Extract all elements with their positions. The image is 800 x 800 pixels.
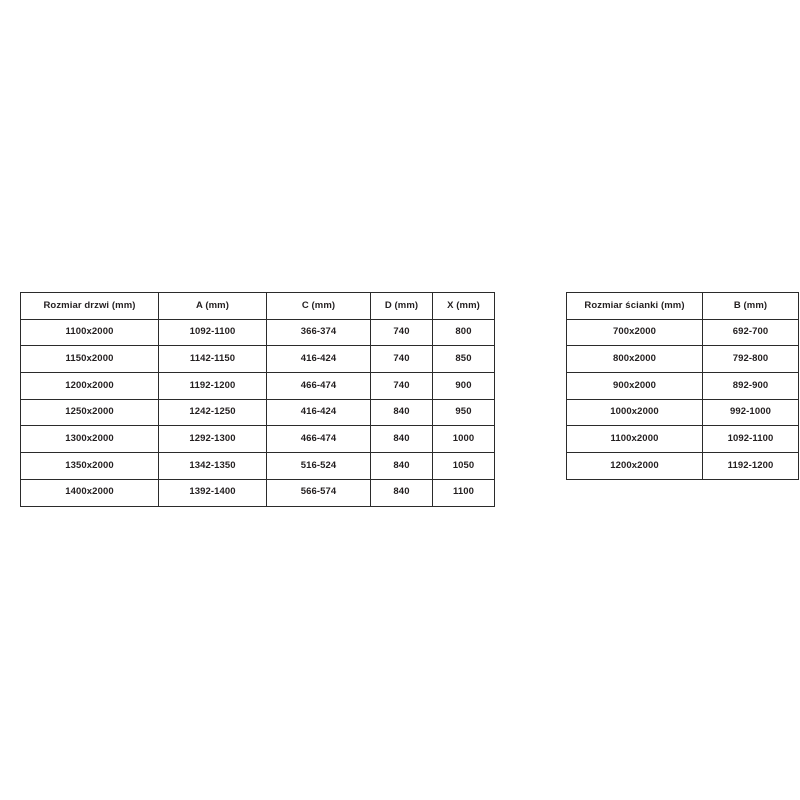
cell-a: 1342-1350 xyxy=(159,453,267,480)
cell-door-size: 1300x2000 xyxy=(21,426,159,453)
cell-wall-size: 900x2000 xyxy=(567,373,703,400)
cell-b: 1192-1200 xyxy=(703,453,799,480)
table-row xyxy=(21,373,495,400)
column-header-c: C (mm) xyxy=(267,293,371,320)
cell-wall-size: 800x2000 xyxy=(567,346,703,373)
table-row xyxy=(567,373,799,400)
cell-c: 416-424 xyxy=(267,346,371,373)
table-row xyxy=(21,453,495,480)
cell-c: 416-424 xyxy=(267,399,371,426)
table-row xyxy=(567,319,799,346)
column-header-door-size: Rozmiar drzwi (mm) xyxy=(21,293,159,320)
walls-dimensions-table xyxy=(566,292,799,480)
cell-x: 850 xyxy=(433,346,495,373)
cell-d: 740 xyxy=(371,373,433,400)
cell-b: 992-1000 xyxy=(703,399,799,426)
cell-x: 950 xyxy=(433,399,495,426)
cell-d: 840 xyxy=(371,453,433,480)
cell-d: 840 xyxy=(371,399,433,426)
table-row xyxy=(567,346,799,373)
cell-wall-size: 1000x2000 xyxy=(567,399,703,426)
cell-door-size: 1200x2000 xyxy=(21,373,159,400)
cell-a: 1092-1100 xyxy=(159,319,267,346)
cell-x: 900 xyxy=(433,373,495,400)
table-row xyxy=(567,426,799,453)
table-header-row xyxy=(21,293,495,320)
cell-a: 1292-1300 xyxy=(159,426,267,453)
cell-a: 1192-1200 xyxy=(159,373,267,400)
doors-dimensions-table-container xyxy=(20,292,495,507)
column-header-wall-size: Rozmiar ścianki (mm) xyxy=(567,293,703,320)
table-row xyxy=(567,453,799,480)
doors-dimensions-table xyxy=(20,292,495,507)
column-header-x: X (mm) xyxy=(433,293,495,320)
cell-wall-size: 1100x2000 xyxy=(567,426,703,453)
cell-d: 740 xyxy=(371,319,433,346)
cell-door-size: 1250x2000 xyxy=(21,399,159,426)
cell-c: 466-474 xyxy=(267,426,371,453)
cell-door-size: 1100x2000 xyxy=(21,319,159,346)
cell-c: 366-374 xyxy=(267,319,371,346)
cell-b: 892-900 xyxy=(703,373,799,400)
walls-dimensions-table-container xyxy=(566,292,799,480)
cell-door-size: 1350x2000 xyxy=(21,453,159,480)
cell-x: 1100 xyxy=(433,479,495,506)
cell-d: 840 xyxy=(371,479,433,506)
table-row xyxy=(21,479,495,506)
cell-d: 840 xyxy=(371,426,433,453)
cell-b: 792-800 xyxy=(703,346,799,373)
cell-a: 1242-1250 xyxy=(159,399,267,426)
table-header-row xyxy=(567,293,799,320)
cell-c: 466-474 xyxy=(267,373,371,400)
cell-x: 1000 xyxy=(433,426,495,453)
cell-x: 1050 xyxy=(433,453,495,480)
cell-a: 1142-1150 xyxy=(159,346,267,373)
cell-x: 800 xyxy=(433,319,495,346)
cell-wall-size: 1200x2000 xyxy=(567,453,703,480)
table-row xyxy=(21,346,495,373)
column-header-a: A (mm) xyxy=(159,293,267,320)
cell-wall-size: 700x2000 xyxy=(567,319,703,346)
table-row xyxy=(567,399,799,426)
cell-c: 516-524 xyxy=(267,453,371,480)
table-row xyxy=(21,399,495,426)
cell-b: 1092-1100 xyxy=(703,426,799,453)
cell-door-size: 1400x2000 xyxy=(21,479,159,506)
cell-door-size: 1150x2000 xyxy=(21,346,159,373)
column-header-d: D (mm) xyxy=(371,293,433,320)
cell-c: 566-574 xyxy=(267,479,371,506)
cell-d: 740 xyxy=(371,346,433,373)
table-row xyxy=(21,319,495,346)
table-row xyxy=(21,426,495,453)
cell-a: 1392-1400 xyxy=(159,479,267,506)
cell-b: 692-700 xyxy=(703,319,799,346)
column-header-b: B (mm) xyxy=(703,293,799,320)
